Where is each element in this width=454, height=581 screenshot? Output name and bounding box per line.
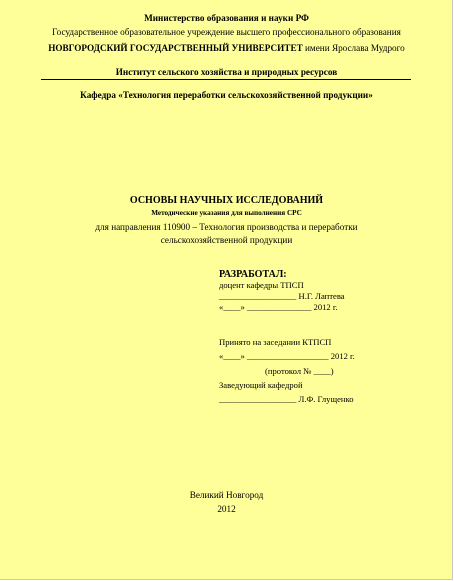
head-title: Заведующий кафедрой [219, 380, 303, 390]
author-date: «____» _______________ 2012 г. [219, 302, 338, 312]
ministry-line: Министерство образования и науки РФ [144, 13, 309, 23]
university-name: НОВГОРОДСКИЙ ГОСУДАРСТВЕННЫЙ УНИВЕРСИТЕТ [48, 43, 303, 53]
author-position: доцент кафедры ТПСП [219, 280, 304, 290]
institution-type-line: Государственное образовательное учреждение высшего профессионального образования [52, 27, 401, 37]
approval-date: «____» ___________________ 2012 г. [219, 351, 355, 361]
approval-protocol: (протокол № ____) [265, 366, 334, 376]
approval-heading: Принято на заседании КТПСП [219, 337, 332, 347]
footer-year: 2012 [217, 504, 236, 514]
document-subtitle: Методические указания для выполнения СРС [151, 209, 302, 217]
footer-city: Великий Новгород [189, 490, 264, 500]
author-heading: РАЗРАБОТАЛ: [219, 269, 287, 280]
document-title: ОСНОВЫ НАУЧНЫХ ИССЛЕДОВАНИЙ [129, 195, 324, 206]
university-named: имени Ярослава Мудрого [302, 43, 405, 53]
direction-line-2: сельскохозяйственной продукции [160, 235, 293, 245]
author-signature: __________________ Н.Г. Лаптева [219, 291, 345, 301]
university-line [0, 44, 453, 53]
institute-line: Институт сельского хозяйства и природных ресурсов [115, 67, 338, 77]
direction-line-1: для направления 110900 – Технология производства и переработки [95, 222, 358, 232]
department-line: Кафедра «Технология переработки сельскохозяйственной продукции» [80, 90, 373, 100]
header-rule [41, 79, 411, 80]
head-signature: __________________ Л.Ф. Глущенко [219, 394, 354, 404]
